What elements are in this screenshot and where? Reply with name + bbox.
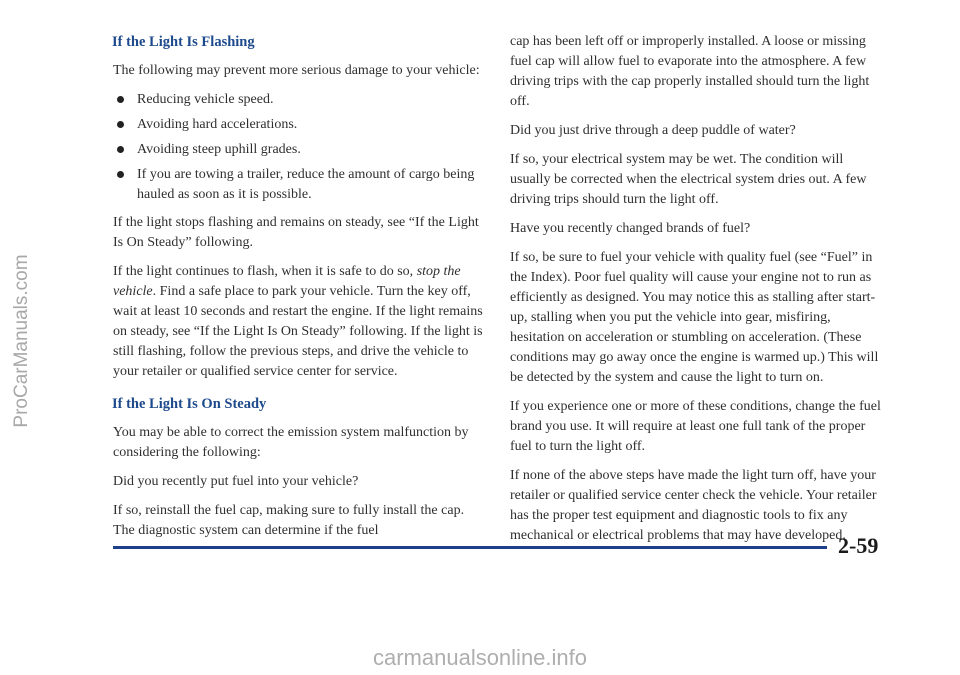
left-column [113, 32, 485, 550]
paragraph-fuel-quality: If so, be sure to fuel your vehicle with quality fuel (see “Fuel” in the Index). Poor fuel quality will cause your engine not to run as efficiently as designed. You may notice this as stalling after start-up, stalling when you put the vehicle into gear, misfiring, hesitation on acceleration or stumbling on acceleration. (These conditions may go away once the engine is warmed up.) This will be detected by the system and cause the light to turn on. [510, 250, 879, 385]
paragraph-light-continues: If the light continues to flash, when it is safe to do so, stop the vehicle. Find a safe place to park your vehicle. Turn the key off, wait at least 10 seconds and restart the engine. If the light remains on steady, see “If the Light Is On Steady” following. If the light is still flashing, follow the previous steps, and drive the vehicle to your retailer or qualified service center for service. [113, 264, 483, 379]
right-column [510, 32, 886, 555]
paragraph-fuel-cap: cap has been left off or improperly installed. A loose or missing fuel cap will allow fuel to evaporate into the atmosphere. A few driving trips with the cap properly installed should turn the light off. [510, 34, 870, 109]
list-item: If you are towing a trailer, reduce the amount of cargo being hauled as soon as it is possible. [113, 165, 485, 205]
bullet-icon [117, 96, 124, 103]
intro-paragraph: The following may prevent more serious damage to your vehicle: [113, 63, 480, 78]
page-number: 2-59 [838, 533, 879, 558]
section-heading-steady: If the Light Is On Steady [112, 396, 267, 412]
side-watermark: ProCarManuals.com [11, 254, 32, 428]
bullet-icon [117, 146, 124, 153]
footer-divider [113, 546, 827, 549]
paragraph-experience: If you experience one or more of these conditions, change the fuel brand you use. It will require at least one full tank of the proper fuel to turn the light off. [510, 399, 881, 454]
paragraph-brand-question: Have you recently changed brands of fuel? [510, 221, 751, 236]
paragraph-electrical-wet: If so, your electrical system may be wet. The condition will usually be corrected when the electrical system dries out. A few driving trips should turn the light off. [510, 152, 867, 207]
bullet-icon [117, 171, 124, 178]
bullet-icon [117, 121, 124, 128]
paragraph-none-worked: If none of the above steps have made the light turn off, have your retailer or qualified service center check the vehicle. Your retailer has the proper test equipment and diagnostic tools to fix any mechanical or electrical problems that may have developed. [510, 468, 877, 543]
paragraph-puddle-question: Did you just drive through a deep puddle of water? [510, 123, 796, 138]
bullet-list [113, 90, 485, 205]
list-item: Avoiding hard accelerations. [113, 115, 485, 135]
paragraph-fuel-question: Did you recently put fuel into your vehicle? [113, 474, 359, 489]
bottom-watermark: carmanualsonline.info [372, 645, 588, 670]
emphasis-text: stop the vehicle [113, 264, 461, 299]
paragraph-correct: You may be able to correct the emission system malfunction by considering the following: [113, 425, 469, 460]
list-item: Reducing vehicle speed. [113, 90, 485, 110]
paragraph-reinstall: If so, reinstall the fuel cap, making sure to fully install the cap. The diagnostic system can determine if the fuel [113, 503, 465, 538]
section-heading-flashing: If the Light Is Flashing [112, 34, 255, 50]
paragraph-light-stops: If the light stops flashing and remains on steady, see “If the Light Is On Steady” following. [113, 215, 479, 250]
list-item: Avoiding steep uphill grades. [113, 140, 485, 160]
